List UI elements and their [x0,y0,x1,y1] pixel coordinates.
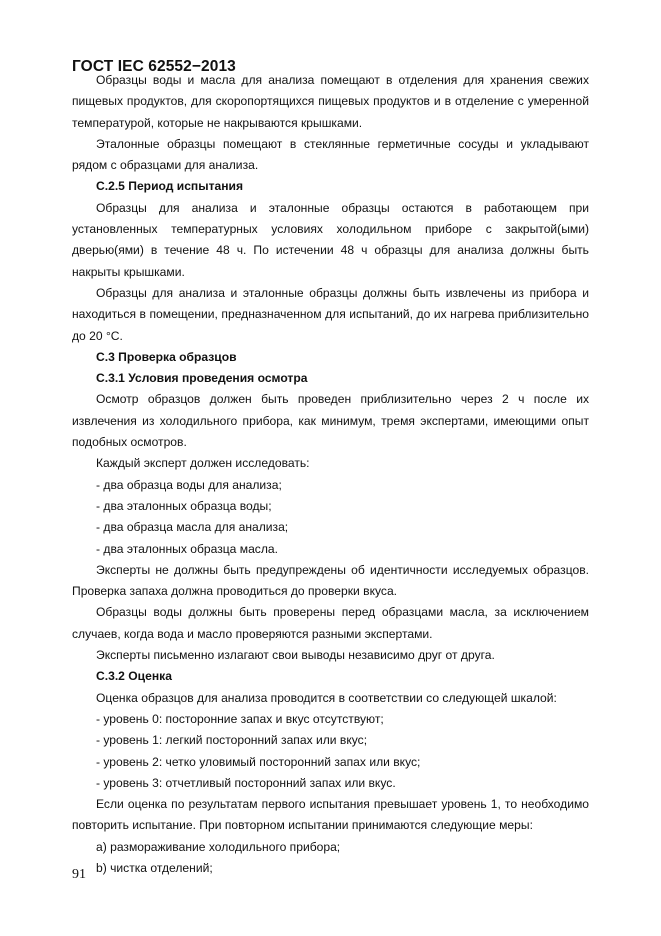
section-heading: С.2.5 Период испытания [96,179,244,194]
list-item: Каждый эксперт должен исследовать: [96,456,310,471]
list-item: - два образца воды для анализа; [96,477,282,492]
list-item: - два образца масла для анализа; [96,520,289,535]
paragraph: Образцы для анализа и эталонные образцы должны быть извлечены из прибора и находиться в помещении, предназначенном для испытаний, до их нагрева приблизительно до 20 °С. [72,285,589,343]
list-item: - уровень 0: посторонние запах и вкус отсутствуют; [96,711,384,726]
paragraph: Образцы воды и масла для анализа помещают в отделения для хранения свежих пищевых продуктов, для скоропортящихся пищевых продуктов и в отделение с умеренной температурой, которые не накрываются крышками. [72,73,589,130]
list-item: - два эталонных образца воды; [96,498,272,513]
section-heading: С.3.2 Оценка [96,669,172,684]
list-item: а) размораживание холодильного прибора; [96,839,341,854]
paragraph: Эксперты не должны быть предупреждены об идентичности исследуемых образцов. Проверка запаха должна проводиться до проверки вкуса. [72,562,589,599]
page-number: 91 [72,867,86,882]
section-heading: С.3 Проверка образцов [96,349,237,364]
paragraph: Осмотр образцов должен быть проведен приблизительно через 2 ч после их извлечения из холодильного прибора, как минимум, тремя экспертами, имеющими опыт подобных осмотров. [72,392,589,450]
document-body [72,70,589,879]
paragraph: Образцы воды должны быть проверены перед образцами масла, за исключением случаев, когда вода и масло проверяются разными экспертами. [72,605,589,641]
list-item: - уровень 3: отчетливый посторонний запах или вкус. [96,775,396,790]
list-item: - уровень 1: легкий посторонний запах или вкус; [96,733,368,748]
paragraph: Если оценка по результатам первого испытания превышает уровень 1, то необходимо повторить испытание. При повторном испытании принимаются следующие меры: [72,797,589,833]
list-item: Оценка образцов для анализа проводится в соответствии со следующей шкалой: [96,690,557,705]
list-item: - уровень 2: четко уловимый посторонний запах или вкус; [96,754,421,769]
paragraph: Образцы для анализа и эталонные образцы остаются в работающем при установленных температурных условиях холодильном приборе с закрытой(ыми) дверью(ями) в течение 48 ч. По истечении 48 ч образцы для анализа должны быть накрыты крышками. [72,200,589,279]
section-heading: С.3.1 Условия проведения осмотра [96,371,308,386]
list-item: - два эталонных образца масла. [96,541,278,556]
paragraph: Эталонные образцы помещают в стеклянные герметичные сосуды и укладывают рядом с образцами для анализа. [72,136,589,173]
list-item: Эксперты письменно излагают свои выводы независимо друг от друга. [96,648,495,663]
standard-header: ГОСТ IEC 62552−2013 [72,58,236,75]
list-item: b) чистка отделений; [96,860,213,875]
